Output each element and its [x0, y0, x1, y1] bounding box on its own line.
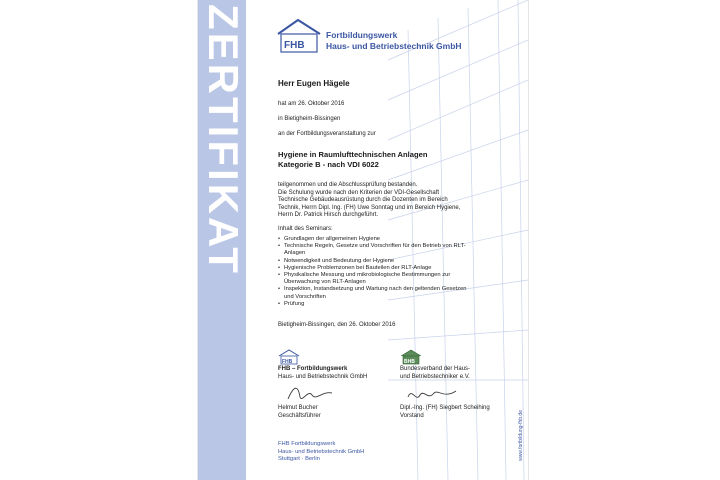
footer — [278, 441, 364, 464]
recipient-name: Herr Eugen Hägele — [278, 79, 350, 88]
fhb-logo-mark: FHB — [284, 40, 305, 51]
topics-list — [278, 236, 468, 308]
right-signer-role: Vorstand — [400, 412, 424, 419]
footer-line1: FHB Fortbildungswerk — [278, 441, 336, 447]
topic-item: • Inspektion, Instandsetzung und Wartung nach den geltenden Gesetzen und Vorschriften — [278, 286, 468, 300]
right-signature — [406, 385, 458, 405]
topic-item: • Prüfung — [278, 301, 468, 308]
course-line1: Hygiene in Raumlufttechnischen Anlagen — [278, 150, 428, 159]
left-org-line1: FHB – Fortbildungswerk — [278, 366, 348, 372]
left-org-line2: Haus- und Betriebstechnik GmbH — [278, 373, 368, 380]
body-line: teilgenommen und die Abschlussprüfung bestanden. — [278, 182, 418, 188]
side-title — [201, 4, 245, 474]
fhb-small-logo-mark: FHB — [282, 359, 293, 365]
left-org — [278, 366, 367, 381]
body-text — [278, 182, 478, 220]
footer-line2: Haus- und Betriebstechnik GmbH — [278, 448, 365, 455]
left-signer — [278, 405, 321, 420]
body-line: Herrn Dr. Patrick Hirsch durchgeführt. — [278, 212, 379, 219]
topic-item: • Physikalische Messung und mikrobiologische Bestimmungen zur Überwachung von RLT-Anlagen — [278, 272, 468, 286]
topic-item: • Hygienische Problemzonen bei Bauteilen der RLT-Anlage — [278, 265, 468, 272]
right-org — [400, 366, 470, 381]
certificate-page — [198, 0, 528, 480]
place-line: in Bietigheim-Bissingen — [278, 116, 341, 122]
topic-item: • Technische Regeln, Gesetze und Vorschriften für den Betrieb von RLT-Anlagen — [278, 243, 468, 257]
right-org-line1: Bundesverband der Haus- — [400, 366, 471, 372]
right-signer-name: Dipl.-Ing. (FH) Siegbert Scheihing — [400, 405, 490, 411]
course-line2: Kategorie B - nach VDI 6022 — [278, 160, 379, 169]
left-signature — [286, 383, 334, 405]
website-link[interactable]: www.fortbildung-fhb.de — [518, 410, 524, 461]
bhb-logo-icon — [400, 349, 422, 365]
place-date: Bietigheim-Bissingen, den 26. Oktober 2016 — [278, 322, 396, 328]
date-line: hat am 26. Oktober 2016 — [278, 101, 345, 107]
topic-item: • Notwendigkeit und Bedeutung der Hygiene — [278, 258, 468, 265]
event-line: an der Fortbildungsveranstaltung zur — [278, 131, 376, 137]
logo-line2: Haus- und Betriebstechnik GmbH — [326, 41, 462, 51]
topics-heading: Inhalt des Seminars: — [278, 226, 333, 232]
topic-item: • Grundlagen der allgemeinen Hygiene — [278, 236, 468, 243]
logo-text — [326, 30, 462, 52]
left-signer-name: Helmut Bucher — [278, 405, 318, 411]
course-title — [278, 150, 428, 170]
right-org-line2: und Betriebstechniker e.V. — [400, 373, 470, 380]
body-line: Technik, Herrn Dipl. Ing. (FH) Uwe Sonntag und im Bereich Hygiene, — [278, 204, 461, 211]
logo-line1: Fortbildungswerk — [326, 30, 398, 40]
bhb-logo-mark: BHB — [404, 359, 415, 365]
side-title-text: ZERTIFIKAT — [200, 4, 247, 276]
fhb-small-logo-icon — [278, 349, 300, 365]
footer-line3: Stuttgart · Berlin — [278, 456, 320, 463]
body-line: Die Schulung wurde nach den Kriterien der VDI-Gesellschaft — [278, 189, 440, 196]
right-signer — [400, 405, 490, 420]
left-signer-role: Geschäftsführer — [278, 412, 321, 419]
fhb-logo-icon — [276, 18, 322, 54]
body-line: Technische Gebäudeausrüstung durch die Dozenten im Bereich — [278, 197, 448, 204]
